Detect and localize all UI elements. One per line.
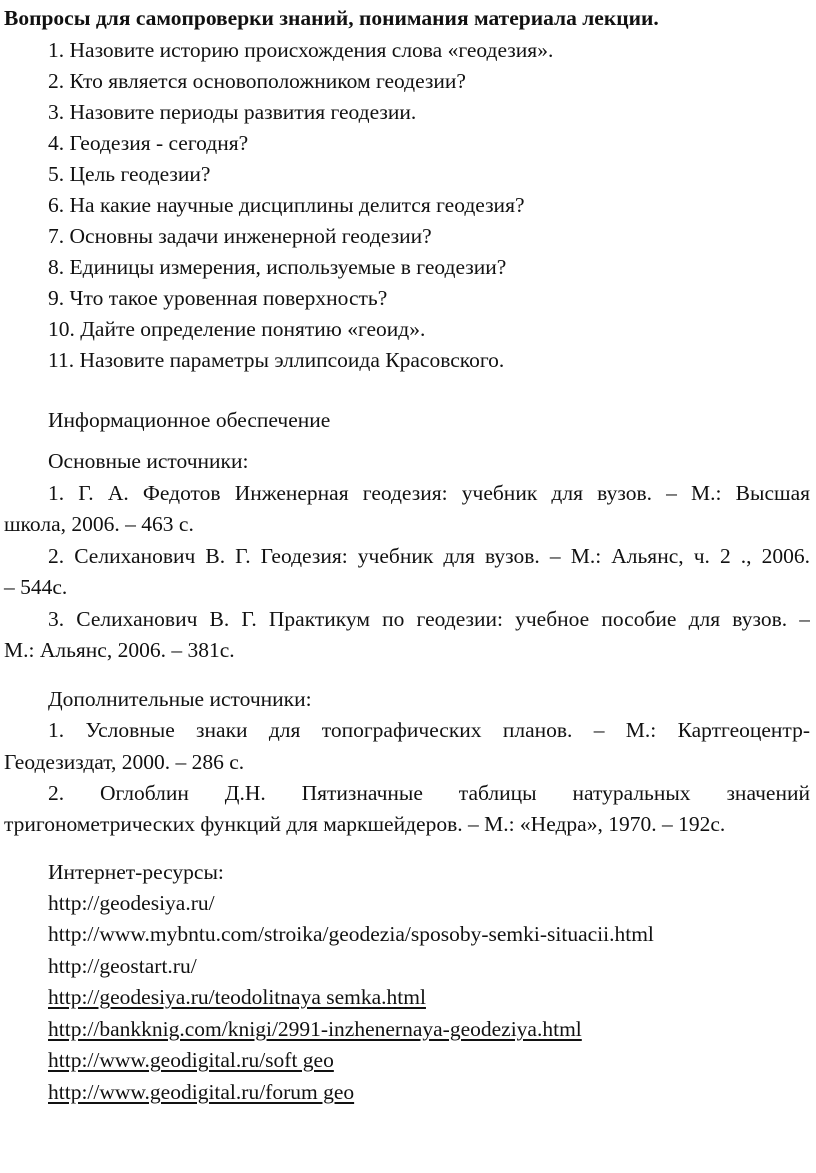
source-item-line: – 544с. <box>4 575 68 599</box>
resource-link[interactable]: http://geodesiya.ru/teodolitnaya semka.html <box>48 985 426 1009</box>
question-item: 4. Геодезия - сегодня? <box>48 131 249 155</box>
source-item-line: школа, 2006. – 463 с. <box>4 512 194 536</box>
source-item-line: М.: Альянс, 2006. – 381с. <box>4 638 235 662</box>
resource-link[interactable]: http://bankknig.com/knigi/2991-inzhenernaya-geodeziya.html <box>48 1017 582 1041</box>
source-item-line: 1. Г. А. Федотов Инженерная геодезия: учебник для вузов. – М.: Высшая <box>48 481 810 505</box>
source-item-line: Геодезиздат, 2000. – 286 с. <box>4 750 245 774</box>
question-item: 8. Единицы измерения, используемые в геодезии? <box>48 255 507 279</box>
main-sources-label: Основные источники: <box>48 449 249 473</box>
source-item-line: 1. Условные знаки для топографических планов. – М.: Картгеоцентр- <box>48 718 810 742</box>
source-item-line: 2. Оглоблин Д.Н. Пятизначные таблицы натуральных значений <box>48 781 810 805</box>
resource-link[interactable]: http://www.geodigital.ru/soft geo <box>48 1048 334 1072</box>
resource-link[interactable]: http://geostart.ru/ <box>48 954 197 978</box>
question-item: 2. Кто является основоположником геодезии? <box>48 69 466 93</box>
extra-sources-label: Дополнительные источники: <box>48 687 312 711</box>
question-item: 3. Назовите периоды развития геодезии. <box>48 100 417 124</box>
source-item-line: 2. Селиханович В. Г. Геодезия: учебник для вузов. – М.: Альянс, ч. 2 ., 2006. <box>48 544 810 568</box>
info-heading: Информационное обеспечение <box>48 408 331 432</box>
resource-link[interactable]: http://geodesiya.ru/ <box>48 891 215 915</box>
question-item: 11. Назовите параметры эллипсоида Красовского. <box>48 348 505 372</box>
question-item: 1. Назовите историю происхождения слова «геодезия». <box>48 38 554 62</box>
resource-link[interactable]: http://www.mybntu.com/stroika/geodezia/sposoby-semki-situacii.html <box>48 922 654 946</box>
source-item-line: 3. Селиханович В. Г. Практикум по геодезии: учебное пособие для вузов. – <box>48 607 810 631</box>
question-item: 9. Что такое уровенная поверхность? <box>48 286 388 310</box>
question-item: 5. Цель геодезии? <box>48 162 211 186</box>
question-item: 6. На какие научные дисциплины делится геодезия? <box>48 193 525 217</box>
source-item-line: тригонометрических функций для маркшейдеров. – М.: «Недра», 1970. – 192с. <box>4 812 726 836</box>
question-item: 10. Дайте определение понятию «геоид». <box>48 317 426 341</box>
internet-label: Интернет-ресурсы: <box>48 860 224 884</box>
questions-heading: Вопросы для самопроверки знаний, понимания материала лекции. <box>4 6 659 30</box>
resource-link[interactable]: http://www.geodigital.ru/forum geo <box>48 1080 355 1104</box>
question-item: 7. Основны задачи инженерной геодезии? <box>48 224 432 248</box>
